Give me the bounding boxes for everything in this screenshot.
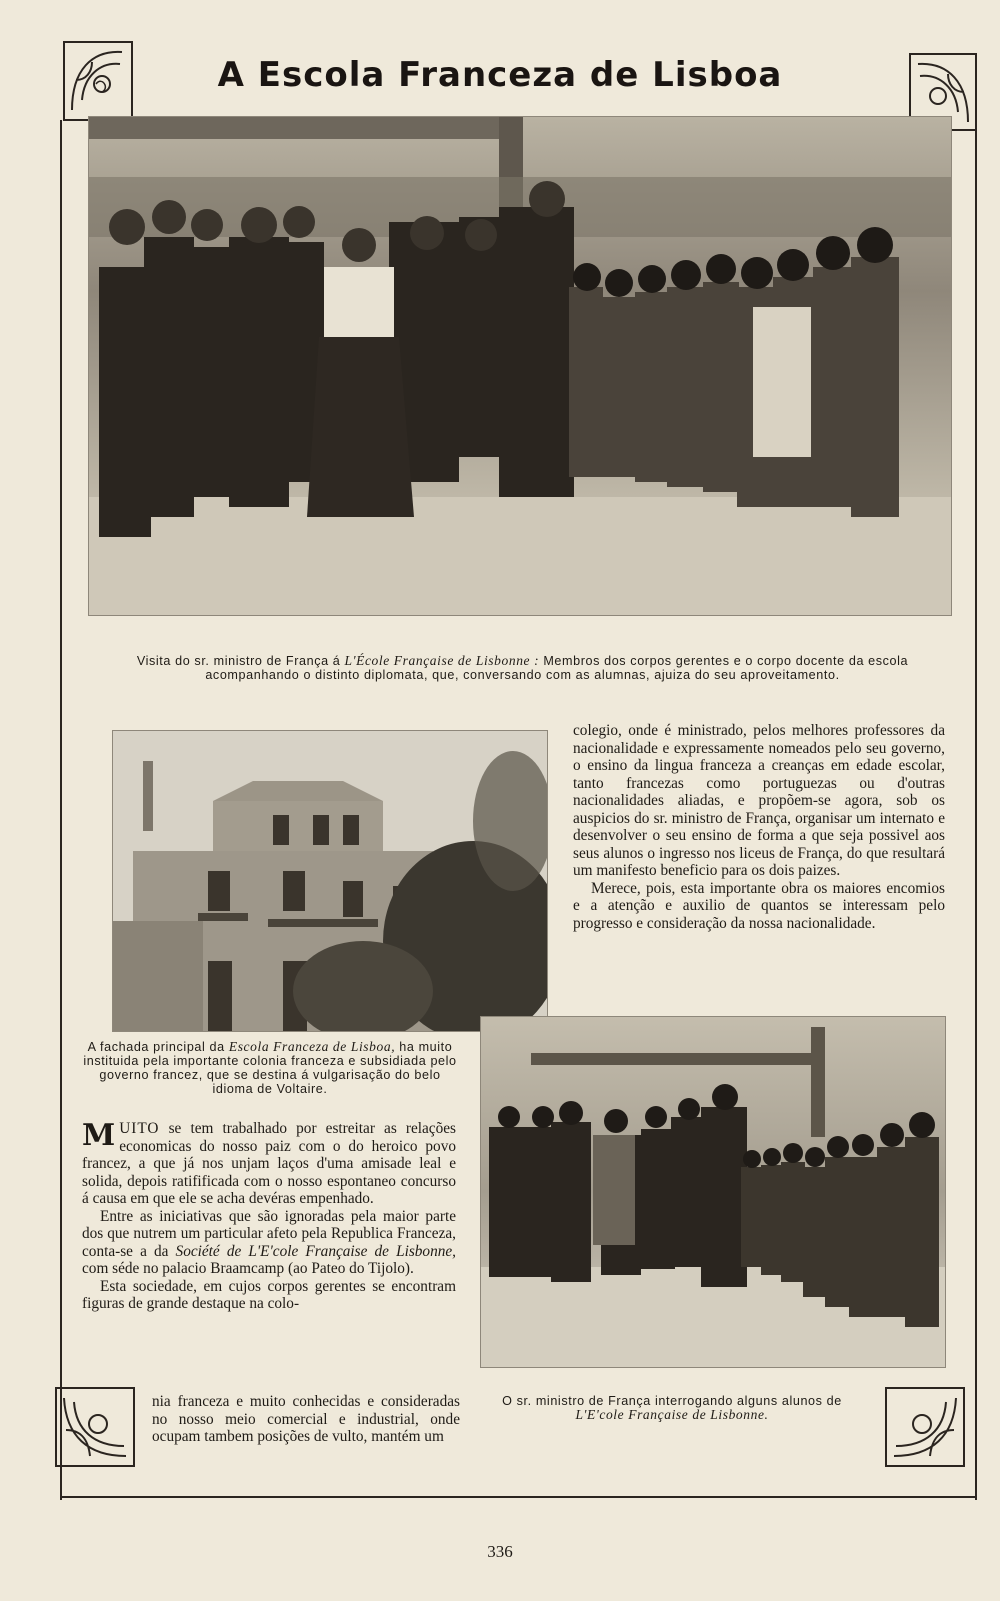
article-column-left: [82, 1120, 456, 1313]
article-column-right: [573, 722, 945, 932]
caption-top-photo: [100, 654, 945, 682]
caption-top-lead: Visita do sr. ministro de França á: [136, 654, 345, 668]
article-paragraph-1-text: se tem trabalhado por estreitar as relações economicas do nosso paiz com o do heroico povo francez, a que já nos unjam laços d'uma amisade leal e solida, depois ratifificada com o nosso espontaneo concurso á causa em que ele se acha devéras empenhado.: [82, 1120, 456, 1207]
page-border-bottom: [60, 1496, 977, 1498]
caption-building-lead: A fachada principal da: [87, 1040, 229, 1054]
page-border-left: [60, 120, 62, 1500]
caption-building-photo: [83, 1040, 457, 1096]
page-number: 336: [487, 1542, 513, 1561]
photo-minister-visit-girls: [88, 116, 952, 616]
caption-boys-photo: [480, 1394, 864, 1422]
photo-group-illustration: [89, 117, 951, 615]
page-title: A Escola Franceza de Lisboa: [217, 55, 783, 95]
article-paragraph-2: [82, 1208, 456, 1278]
photo-boys-illustration: [481, 1017, 945, 1367]
page-border-right: [975, 130, 977, 1500]
ornament-top-left-icon: [62, 40, 134, 122]
photo-school-facade: [112, 730, 548, 1032]
article-paragraph-2-italic: Société de L'E'cole Française de Lisbonne,: [175, 1242, 456, 1260]
article-paragraph-3-inset: nia franceza e muito conhecidas e consideradas no nosso meio comercial e industrial, onde ocupam tambem posições de vulto, mantém um: [152, 1393, 460, 1445]
article-dropcap: M: [82, 1118, 116, 1153]
caption-boys-italic: L'E'cole Française de Lisbonne.: [575, 1407, 769, 1422]
article-paragraph-2-tail: com séde no palacio Braamcamp (ao Pateo do Tijolo).: [82, 1260, 414, 1277]
caption-building-tail: ha muito instituida pela importante colonia franceza e subsidiada pelo governo francez, que se destina á vulgarisação do belo idioma de Voltaire.: [83, 1040, 457, 1096]
ornament-bottom-right-icon: [884, 1386, 966, 1468]
caption-building-italic: Escola Franceza de Lisboa,: [228, 1039, 396, 1054]
article-paragraph-right-2: Merece, pois, esta importante obra os maiores encomios e a atenção e auxilio de quantos se interessam pelo progresso e consideração da nossa nacionalidade.: [573, 879, 945, 932]
photo-minister-boys: [480, 1016, 946, 1368]
caption-top-italic: L'École Française de Lisbonne :: [344, 653, 540, 668]
article-paragraph-right-1: colegio, onde é ministrado, pelos melhores professores da nacionalidade e expressamente nomeados pelo seu governo, o ensino da lingua franceza a creanças em edade escolar, tanto francezas como portuguezas ou d'outras nacionalidades aliadas, e propõem-se agora, sob os auspicios do sr. ministro de França, organisar um internato e desenvolver o seu ensino de forma a que seja possivel aos seus alunos o ingresso nos liceus de França, do que resultará um manifesto beneficio para os dois paizes.: [573, 722, 945, 879]
ornament-bottom-left-icon: [54, 1386, 136, 1468]
article-paragraph-2-lead: Entre as iniciativas que são ignoradas pela maior parte dos que nutrem um particular afeto pela Republica Franceza, conta-se a da: [82, 1207, 456, 1260]
article-paragraph-1: [82, 1120, 456, 1208]
article-paragraph-3-lead: Esta sociedade, em cujos corpos gerentes se encontram figuras de grande destaque na colo-: [82, 1277, 456, 1312]
photo-building-illustration: [113, 731, 547, 1031]
caption-top-tail: Membros dos corpos gerentes e o corpo docente da escola acompanhando o distinto diplomata, que, conversando com as alumnas, ajuiza do seu aproveitamento.: [205, 654, 909, 682]
article-first-word: UITO: [119, 1120, 160, 1137]
caption-boys-lead: O sr. ministro de França interrogando alguns alunos de: [502, 1394, 842, 1408]
